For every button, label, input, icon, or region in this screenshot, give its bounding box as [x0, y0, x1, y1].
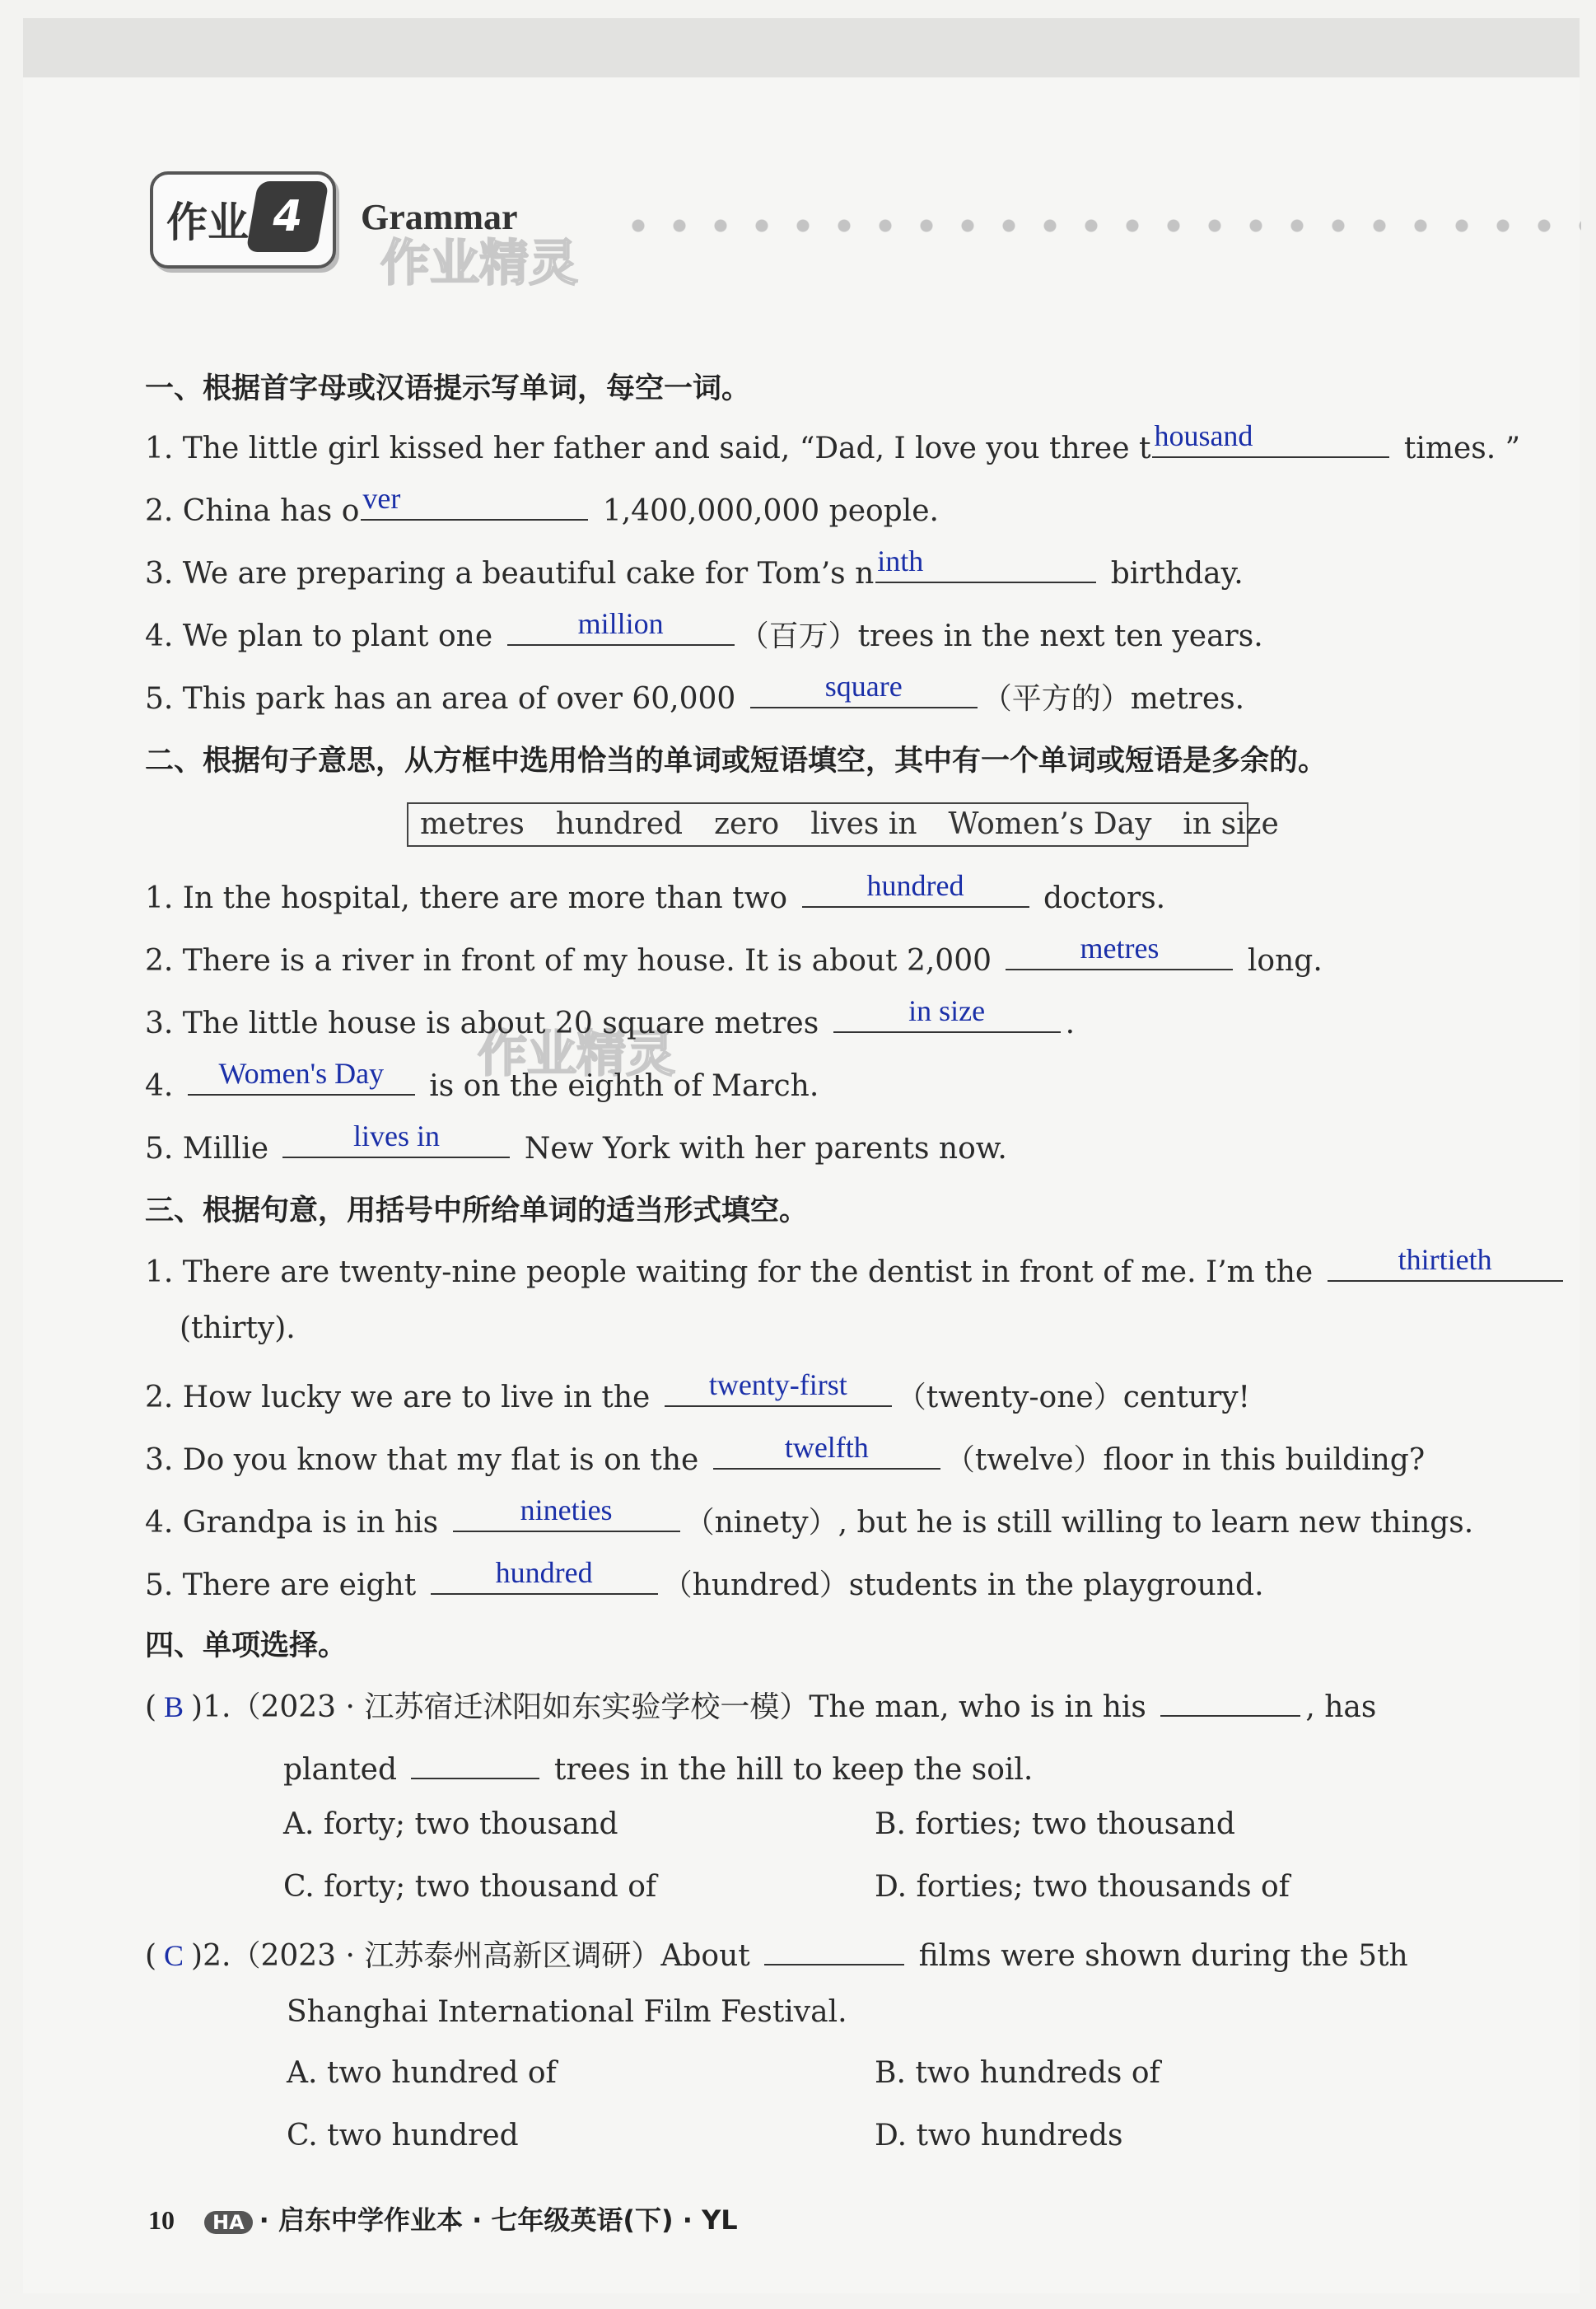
- answer-blank[interactable]: housand: [1152, 425, 1389, 458]
- s4-question-1-cont: planted trees in the hill to keep the soil.: [283, 1746, 1033, 1787]
- word-option: Women’s Day: [948, 807, 1152, 841]
- selected-choice[interactable]: B: [164, 1690, 184, 1723]
- s2-question-3: 3. The little house is about 20 square metres in size .: [145, 994, 1076, 1040]
- s2-question-1: 1. In the hospital, there are more than two hundred doctors.: [145, 869, 1166, 915]
- answer-blank[interactable]: million: [507, 613, 735, 646]
- answer-blank[interactable]: Women's Day: [188, 1063, 415, 1096]
- section-3-title: 三、根据句意，用括号中所给单词的适当形式填空。: [145, 1194, 809, 1227]
- answer-blank[interactable]: twelfth: [713, 1437, 940, 1470]
- word-option: hundred: [555, 807, 684, 841]
- answer-blank[interactable]: thirtieth: [1328, 1249, 1563, 1282]
- s1-question-4: 4. We plan to plant one million （百万）trees in the next ten years.: [145, 607, 1263, 653]
- selected-choice[interactable]: C: [164, 1939, 184, 1972]
- answer-blank[interactable]: ver: [361, 488, 588, 521]
- watermark: 作业精灵: [380, 235, 578, 292]
- option-a[interactable]: A. two hundred of: [287, 2056, 557, 2090]
- badge-number: 4: [245, 181, 329, 252]
- word-option: zero: [714, 807, 780, 841]
- badge-text: 作业: [166, 199, 249, 246]
- s1-question-1: 1. The little girl kissed her father and said, “Dad, I love you three t housand times. ”: [145, 419, 1521, 465]
- s1-question-5: 5. This park has an area of over 60,000 square （平方的）metres.: [145, 670, 1245, 716]
- assignment-title: Grammar: [361, 197, 518, 237]
- s3-question-2: 2. How lucky we are to live in the twenty-first （twenty-one）century!: [145, 1368, 1251, 1414]
- dotted-decoration: [618, 217, 1581, 234]
- option-d[interactable]: D. two hundreds: [875, 2119, 1123, 2152]
- answer-blank[interactable]: lives in: [282, 1125, 510, 1158]
- option-b[interactable]: B. forties; two thousand: [875, 1807, 1235, 1841]
- s2-question-2: 2. There is a river in front of my house. It is about 2,000 metres long.: [145, 932, 1323, 978]
- section-1-title: 一、根据首字母或汉语提示写单词，每空一词。: [145, 372, 751, 405]
- answer-blank[interactable]: nineties: [453, 1499, 680, 1532]
- s1-question-2: 2. China has o ver 1,400,000,000 people.: [145, 482, 939, 528]
- answer-blank[interactable]: inth: [875, 550, 1096, 583]
- answer-blank[interactable]: hundred: [431, 1562, 658, 1595]
- s2-question-4: 4. Women's Day is on the eighth of March.: [145, 1057, 819, 1103]
- option-a[interactable]: A. forty; two thousand: [283, 1807, 618, 1841]
- assignment-header: [150, 171, 1583, 270]
- s4-question-2: ( C )2.（2023 · 江苏泰州高新区调研）About films were shown during the 5th: [145, 1933, 1408, 1975]
- answer-blank[interactable]: [764, 1933, 904, 1965]
- s3-question-1-hint: (thirty).: [180, 1311, 296, 1345]
- answer-blank[interactable]: hundred: [802, 875, 1029, 908]
- option-d[interactable]: D. forties; two thousands of: [875, 1870, 1290, 1904]
- word-option: metres: [420, 807, 525, 841]
- answer-blank[interactable]: square: [750, 675, 978, 708]
- s2-question-5: 5. Millie lives in New York with her parents now.: [145, 1119, 1007, 1166]
- answer-blank[interactable]: in size: [833, 1000, 1061, 1033]
- section-2-title: 二、根据句子意思，从方框中选用恰当的单词或短语填空，其中有一个单词或短语是多余的。: [145, 745, 1328, 778]
- word-box: [407, 802, 1279, 847]
- s3-question-1: 1. There are twenty-nine people waiting for the dentist in front of me. I’m the thirtieth: [145, 1249, 1568, 1289]
- s4-question-2-cont: Shanghai International Film Festival.: [287, 1995, 847, 2029]
- answer-blank[interactable]: metres: [1006, 937, 1233, 970]
- answer-blank[interactable]: [411, 1746, 539, 1779]
- assignment-badge: [150, 171, 336, 269]
- watermark: 作业精灵: [478, 1026, 675, 1083]
- page-footer: [148, 2199, 738, 2237]
- section-4-title: 四、单项选择。: [145, 1629, 348, 1662]
- word-option: in size: [1183, 807, 1279, 841]
- option-c[interactable]: C. forty; two thousand of: [283, 1870, 657, 1904]
- s4-question-1: ( B )1.（2023 · 江苏宿迁沭阳如东实验学校一模）The man, who is in his , has: [145, 1684, 1376, 1726]
- option-c[interactable]: C. two hundred: [287, 2119, 519, 2152]
- word-option: lives in: [810, 807, 917, 841]
- footer-text: · 启东中学作业本 · 七年级英语(下) · YL: [259, 2204, 738, 2236]
- s3-question-5: 5. There are eight hundred （hundred）students in the playground.: [145, 1556, 1264, 1602]
- publisher-badge: HA: [204, 2211, 253, 2234]
- page-number: 10: [148, 2205, 175, 2235]
- answer-blank[interactable]: [1160, 1684, 1300, 1717]
- top-band: [23, 18, 1580, 77]
- s1-question-3: 3. We are preparing a beautiful cake for Tom’s n inth birthday.: [145, 545, 1244, 591]
- s3-question-3: 3. Do you know that my flat is on the twelfth （twelve）floor in this building?: [145, 1431, 1426, 1477]
- option-b[interactable]: B. two hundreds of: [875, 2056, 1160, 2090]
- s3-question-4: 4. Grandpa is in his nineties （ninety）, but he is still willing to learn new things.: [145, 1493, 1474, 1540]
- answer-blank[interactable]: twenty-first: [665, 1374, 892, 1407]
